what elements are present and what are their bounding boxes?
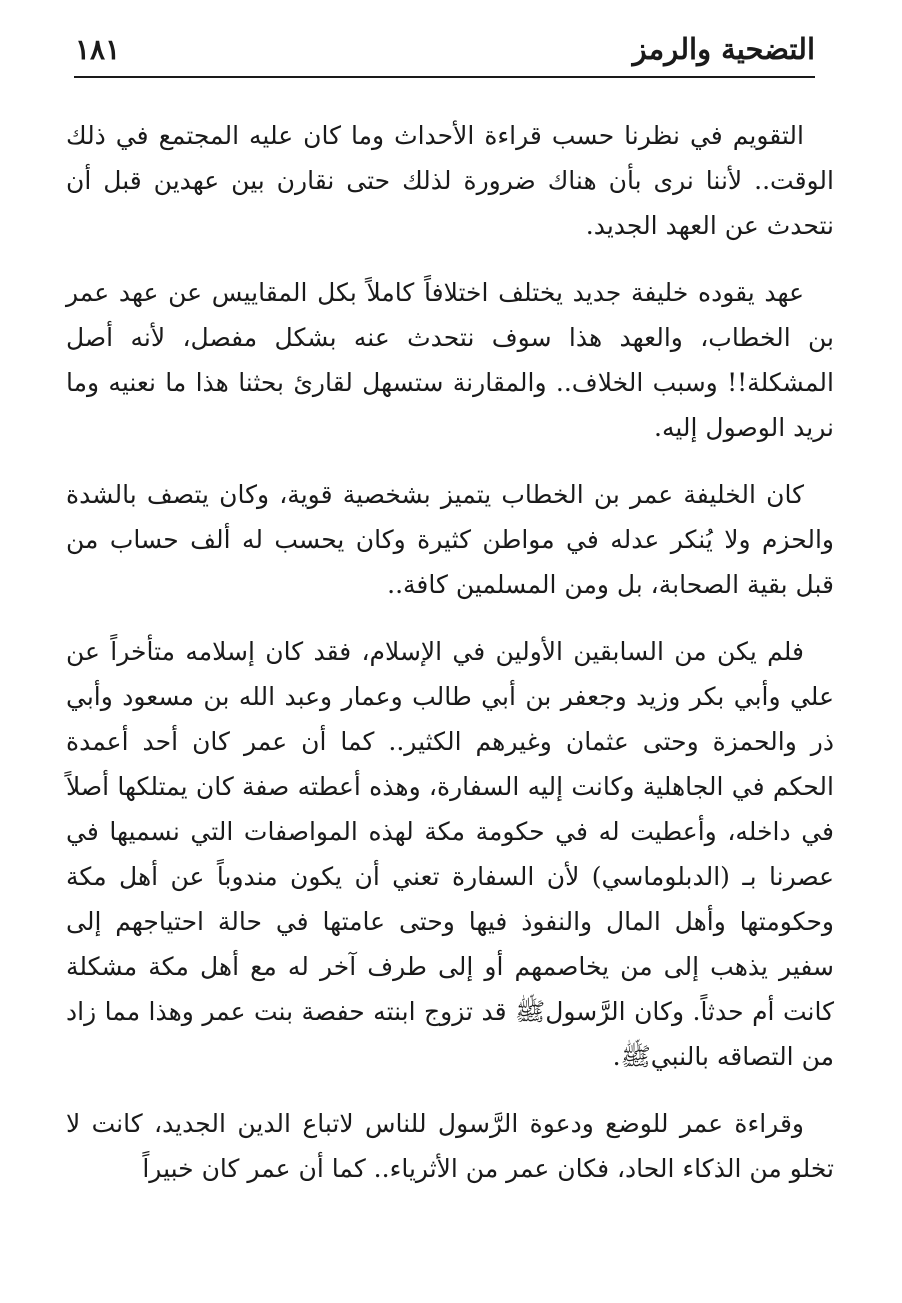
- page-number: ١٨١: [75, 32, 121, 66]
- paragraph: التقويم في نظرنا حسب قراءة الأحداث وما كان عليه المجتمع في ذلك الوقت.. لأننا نرى بأن هناك ضرورة لذلك حتى نقارن بين عهدين قبل أن نتحدث عن العهد الجديد.: [66, 121, 834, 240]
- header-divider: [74, 76, 815, 78]
- body-text: [66, 113, 834, 1213]
- paragraph: كان الخليفة عمر بن الخطاب يتميز بشخصية قوية، وكان يتصف بالشدة والحزم ولا يُنكر عدله في مواطن كثيرة وكان يحسب له ألف حساب من قبل بقية الصحابة، بل ومن المسلمين كافة..: [66, 480, 834, 599]
- running-header: [75, 26, 815, 72]
- running-title: التضحية والرمز: [632, 32, 815, 66]
- paragraph: فلم يكن من السابقين الأولين في الإسلام، فقد كان إسلامه متأخراً عن علي وأبي بكر وزيد وجعفر بن أبي طالب وعمار وعبد الله بن مسعود وأبي ذر والحمزة وحتى عثمان وغيرهم الكثير.. كما أن عمر كان أحد أعمدة الحكم في الجاهلية وكانت إليه السفارة، وهذه أعطته صفة كان يمتلكها أصلاً في داخله، وأعطيت له في حكومة مكة لهذه المواصفات التي نسميها في عصرنا بـ (الدبلوماسي) لأن السفارة تعني أن يكون مندوباً عن أهل مكة وحكومتها وأهل المال والنفوذ فيها وحتى عامتها في حالة احتياجهم إلى سفير يذهب إلى من يخاصمهم أو إلى طرف آخر له مع أهل مكة مشكلة كانت أم حدثاً. وكان الرَّسولﷺ قد تزوج ابنته حفصة بنت عمر وهذا مما زاد من التصاقه بالنبيﷺ.: [66, 637, 834, 1071]
- paragraph: عهد يقوده خليفة جديد يختلف اختلافاً كاملاً بكل المقاييس عن عهد عمر بن الخطاب، والعهد هذا سوف نتحدث عنه بشكل مفصل، لأنه أصل المشكلة!! وسبب الخلاف.. والمقارنة ستسهل لقارئ بحثنا هذا ما نعنيه وما نريد الوصول إليه.: [66, 278, 834, 442]
- paragraph: وقراءة عمر للوضع ودعوة الرَّسول للناس لاتباع الدين الجديد، كانت لا تخلو من الذكاء الحاد، فكان عمر من الأثرياء.. كما أن عمر كان خبيراً: [66, 1109, 834, 1183]
